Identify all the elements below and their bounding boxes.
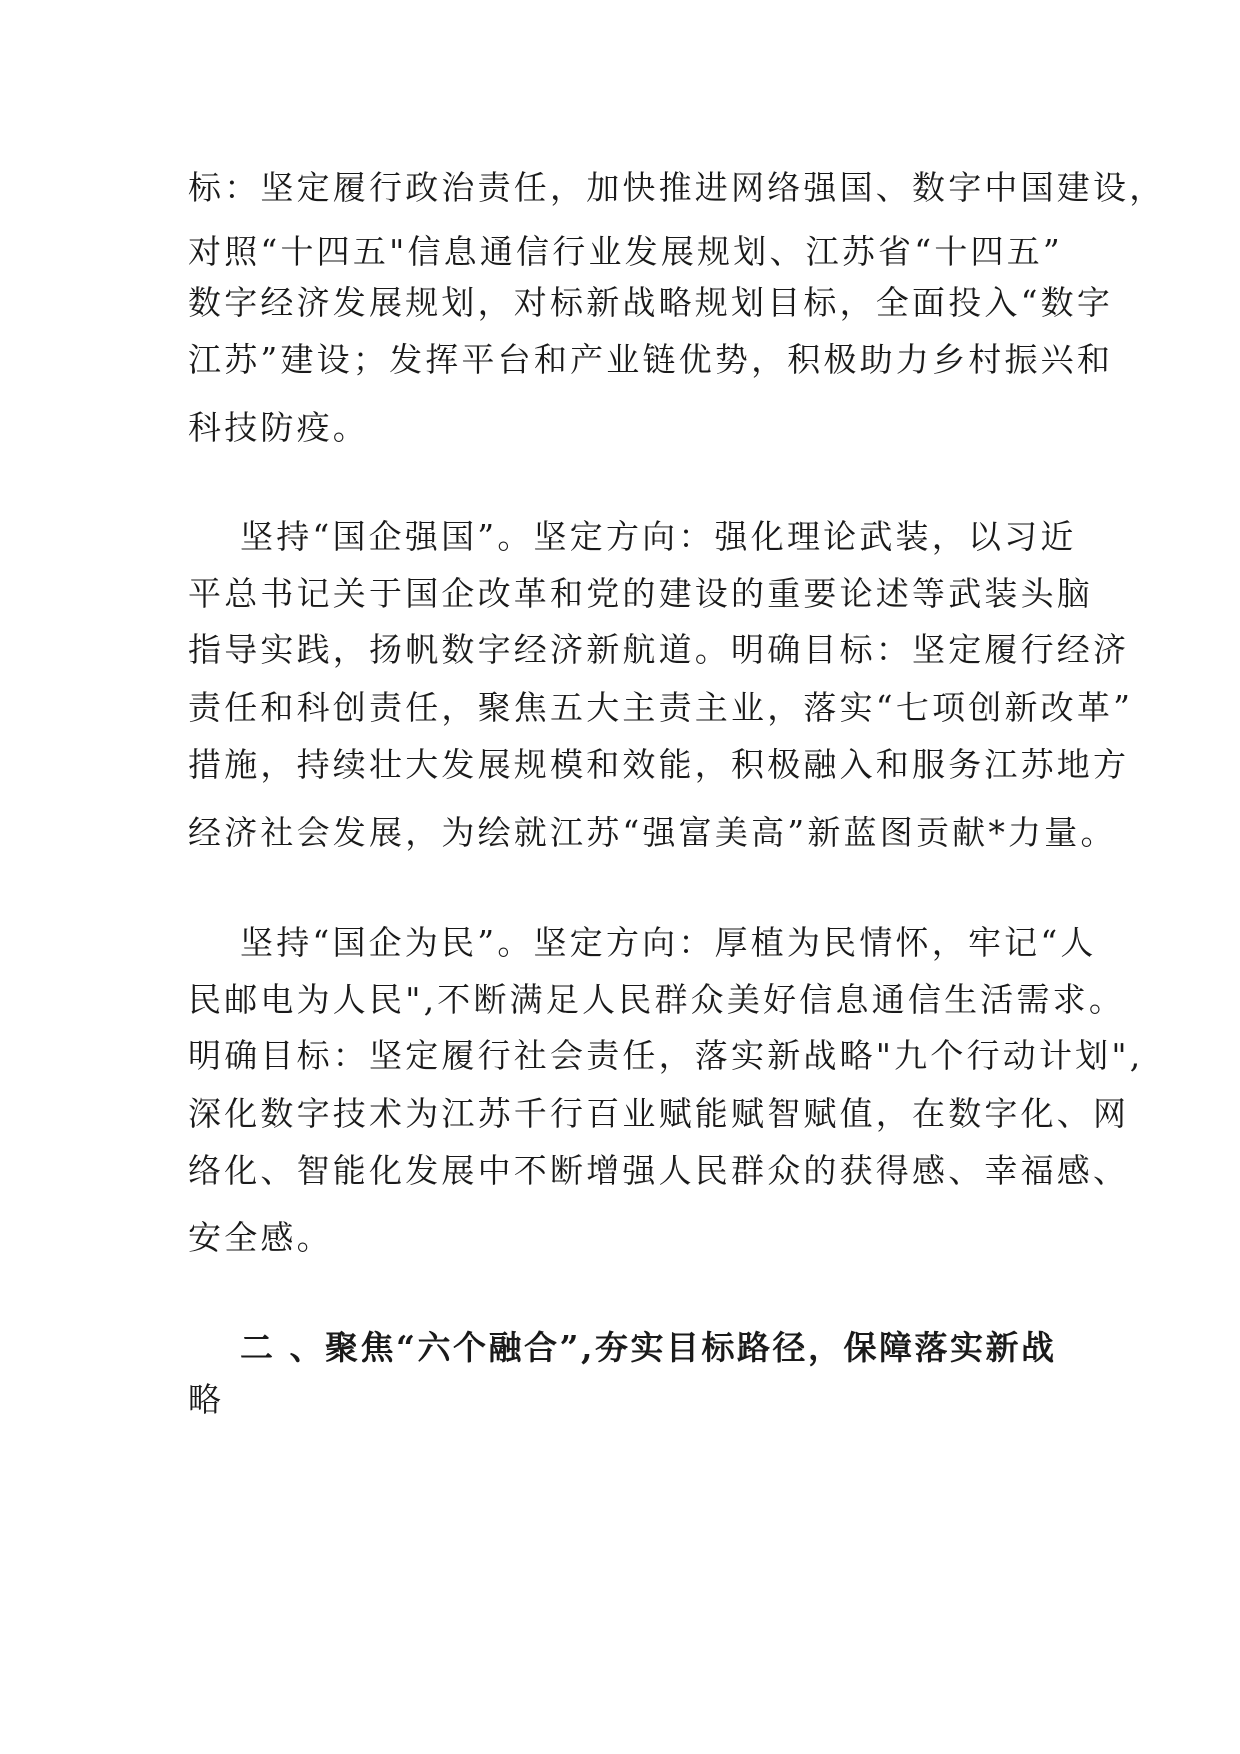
section-heading: 二 、聚焦“六个融合”,夯实目标路径，保障落实新战	[240, 1328, 1057, 1367]
text-line: 深化数字技术为江苏千行百业赋能赋智赋值，在数字化、网	[188, 1094, 1130, 1133]
text-line: 数字经济发展规划，对标新战略规划目标，全面投入“数字	[188, 283, 1114, 322]
text-line: 对照“十四五"信息通信行业发展规划、江苏省“十四五”	[188, 232, 1063, 271]
text-line: 标：坚定履行政治责任，加快推进网络强国、数字中国建设，	[188, 168, 1166, 207]
text-line: 措施，持续壮大发展规模和效能，积极融入和服务江苏地方	[188, 745, 1130, 784]
text-line: 明确目标：坚定履行社会责任，落实新战略"九个行动计划",	[188, 1036, 1144, 1075]
paragraph-start-line: 坚持“国企强国”。坚定方向：强化理论武装，以习近	[240, 517, 1077, 556]
text-line: 安全感。	[188, 1218, 333, 1257]
paragraph-start-line: 坚持“国企为民”。坚定方向：厚植为民情怀，牢记“人	[240, 923, 1097, 962]
text-line: 民邮电为人民",不断满足人民群众美好信息通信生活需求。	[188, 980, 1126, 1019]
text-line: 科技防疫。	[188, 408, 369, 447]
text-line: 经济社会发展，为绘就江苏“强富美高”新蓝图贡献*力量。	[188, 813, 1117, 852]
text-line: 江苏”建设；发挥平台和产业链优势，积极助力乡村振兴和	[188, 340, 1114, 379]
text-line: 指导实践，扬帆数字经济新航道。明确目标：坚定履行经济	[188, 630, 1130, 669]
text-line: 责任和科创责任，聚焦五大主责主业，落实“七项创新改革”	[188, 688, 1134, 727]
text-line: 平总书记关于国企改革和党的建设的重要论述等武装头脑	[188, 574, 1093, 613]
section-heading-continuation: 略	[188, 1380, 225, 1419]
text-line: 络化、智能化发展中不断增强人民群众的获得感、幸福感、	[188, 1151, 1130, 1190]
